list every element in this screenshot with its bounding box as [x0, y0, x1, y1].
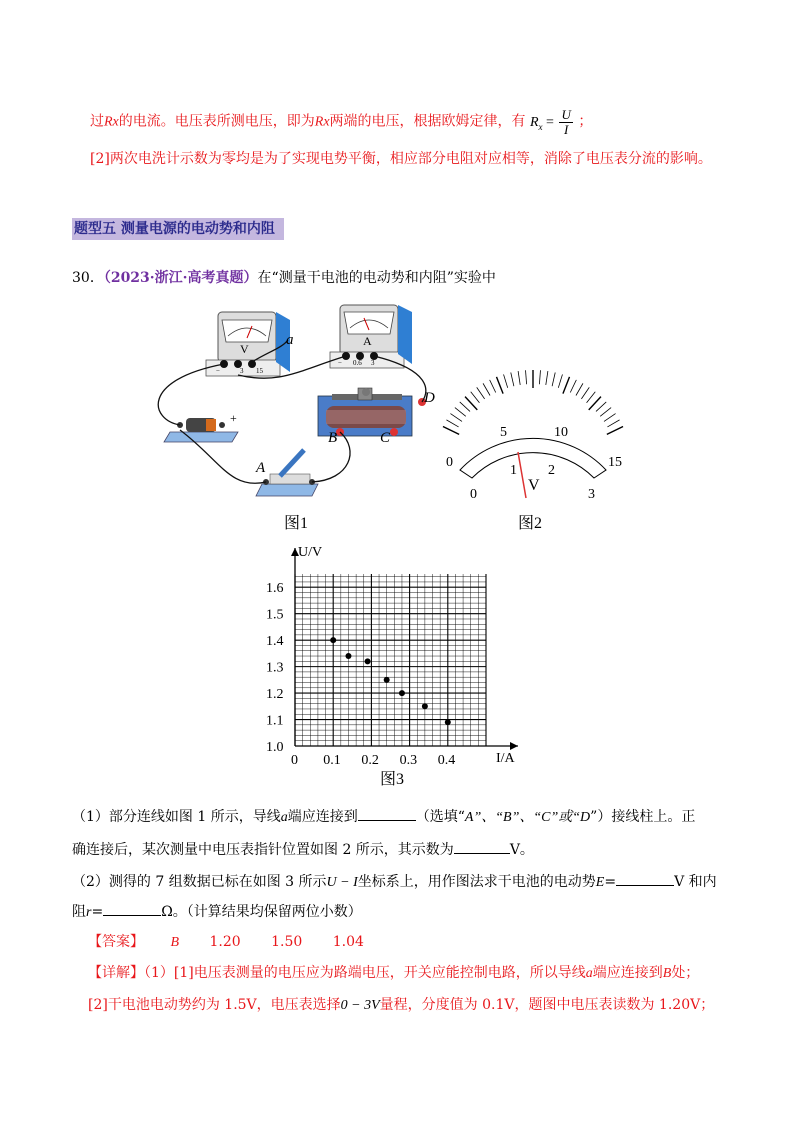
scale-tick: [563, 377, 570, 394]
y-axis-label: U/V: [298, 545, 323, 560]
figure1-caption: 图1: [284, 515, 309, 532]
voltmeter: [206, 312, 290, 376]
battery-plus: +: [230, 411, 237, 425]
inner-tick-label: 3: [588, 487, 595, 502]
y-tick-label: 1.4: [266, 634, 284, 650]
var-r: r: [86, 905, 92, 920]
var-ui: U − I: [326, 875, 358, 890]
scale-tick: [581, 387, 589, 399]
data-point: [445, 719, 451, 725]
formula-den: I: [563, 122, 569, 137]
data-point: [399, 690, 405, 696]
question-text: 在“测量干电池的电动势和内阻”实验中: [257, 270, 496, 286]
scale-ticks: [443, 370, 623, 434]
answer-line: [88, 932, 364, 953]
answer-value: 1.50: [271, 934, 303, 950]
y-tick-label: 1.6: [266, 581, 284, 597]
data-point: [345, 653, 351, 659]
scale-tick: [546, 371, 548, 385]
amp-mark: 0.6: [353, 359, 362, 367]
scale-tick: [471, 392, 480, 403]
chart-grid: [295, 574, 486, 746]
y-tick-label: 1.0: [266, 740, 284, 755]
scale-tick: [552, 373, 555, 387]
text: 两端的电压，根据欧姆定律，有: [329, 113, 526, 130]
outer-tick-label: 5: [500, 425, 507, 440]
pointer: [518, 452, 526, 498]
text: （选填“: [415, 809, 465, 825]
q2-line-1: [72, 872, 717, 893]
scale-tick: [589, 397, 601, 410]
y-tick-label: 1.1: [266, 713, 284, 729]
answer-blank-2[interactable]: [454, 841, 510, 854]
text: ”）接线柱上。正: [590, 809, 696, 825]
battery: [164, 411, 238, 442]
detail-line-1: [88, 963, 699, 984]
figure3-caption: 图3: [380, 771, 405, 788]
section-heading: 题型五 测量电源的电动势和内阻: [72, 218, 284, 240]
text: V 和内: [674, 874, 717, 890]
range: 0 − 3V: [340, 998, 380, 1013]
scale-tick: [558, 374, 562, 387]
intro-line-1: [90, 108, 592, 137]
figure-3-chart: [0, 540, 800, 790]
var-rx: Rx: [104, 114, 119, 130]
ammeter-label: A: [363, 334, 372, 348]
formula-fraction: [559, 108, 572, 137]
text: Ω。（计算结果均保留两位小数）: [161, 904, 362, 920]
scale-tick: [570, 380, 576, 393]
inner-tick-label: 2: [548, 463, 555, 478]
var-rx: Rx: [314, 114, 330, 130]
inner-tick-label: 1: [510, 463, 517, 478]
text: （1）[1]电压表测量的电压应为路端电压，开关应能控制电路，所以导线: [144, 965, 586, 981]
rheostat: [318, 388, 435, 446]
inner-tick-label: 0: [470, 487, 477, 502]
answer-blank-4[interactable]: [103, 903, 161, 916]
answer-label: 【答案】: [88, 934, 144, 950]
text: ；: [578, 113, 593, 130]
var-b: B: [662, 966, 672, 981]
scale-tick: [465, 397, 477, 410]
text: 过: [90, 113, 104, 130]
outer-tick-label: 0: [446, 455, 453, 470]
answer-blank-1[interactable]: [358, 808, 416, 821]
q1-line-2: [72, 840, 534, 860]
scale-tick: [497, 377, 504, 394]
question-source: （2023·浙江·高考真题）: [103, 270, 258, 286]
scale-tick: [504, 374, 508, 387]
outer-tick-label: 10: [554, 425, 568, 440]
terminal-b: B: [328, 430, 338, 446]
x-axis-label: I/A: [496, 751, 515, 766]
detail-line-2: [88, 995, 714, 1016]
scale-tick: [607, 427, 623, 435]
scale-tick: [450, 414, 462, 422]
x-tick-label: 0.3: [399, 753, 418, 768]
q2-line-2: [72, 902, 362, 923]
ohm-formula: [529, 107, 578, 137]
x-tick-label: 0.1: [323, 753, 341, 768]
scale-tick: [604, 414, 616, 422]
formula-r: R: [529, 114, 539, 130]
data-point: [422, 703, 428, 709]
q1-line-1: [72, 807, 695, 828]
voltmeter-label: V: [240, 342, 249, 356]
scale-tick: [455, 408, 466, 417]
ammeter: [330, 305, 412, 368]
text: 端应连接到: [287, 809, 358, 825]
text: V。: [509, 842, 534, 858]
scale-tick: [483, 383, 490, 395]
answer-blank-3[interactable]: [616, 873, 674, 886]
scale-tick: [596, 402, 606, 412]
scale-tick: [576, 383, 583, 395]
scale-tick: [511, 373, 514, 387]
formula-eq: =: [546, 114, 554, 130]
data-point: [384, 677, 390, 683]
x-tick-label: 0.2: [361, 753, 379, 768]
scale-tick: [446, 420, 458, 427]
data-point: [330, 637, 336, 643]
text: （2）测得的 7 组数据已标在如图 3 所示: [72, 874, 327, 890]
terminal-a: A: [256, 460, 266, 476]
data-point: [365, 658, 371, 664]
wire-a-label: a: [286, 332, 294, 348]
var-e: E: [595, 875, 605, 890]
y-tick-label: 1.2: [266, 687, 284, 703]
answer-value: 1.04: [332, 934, 364, 950]
scale-tick: [460, 402, 470, 412]
y-tick-label: 1.5: [266, 607, 284, 623]
scale-tick: [526, 370, 527, 384]
scale-tick: [490, 380, 496, 393]
outer-tick-label: 15: [608, 455, 622, 470]
meter-scale: [443, 370, 623, 502]
scale-tick: [607, 420, 619, 427]
scale-tick: [600, 408, 611, 417]
var-a: a: [280, 810, 288, 825]
amp-mark: −: [338, 359, 342, 367]
volt-mark: 3: [240, 367, 244, 375]
figure2-caption: 图2: [518, 515, 543, 532]
options: A”、“B”、“C”或“D: [464, 810, 591, 825]
switch: [255, 450, 318, 496]
formula-num: U: [561, 107, 571, 122]
scale-tick: [443, 427, 459, 435]
var-a: a: [585, 966, 593, 981]
x-axis-arrow: [510, 742, 518, 750]
scale-tick: [518, 371, 520, 385]
question-number: 30．: [72, 270, 104, 286]
question-stem: [72, 268, 496, 288]
detail-label: 【详解】: [88, 965, 144, 981]
terminal-d: D: [424, 390, 435, 406]
meter-unit: V: [528, 477, 540, 494]
x-tick-label: 0.4: [437, 753, 456, 768]
text: =: [604, 874, 617, 890]
answer-value: B: [170, 935, 180, 950]
formula-sub: x: [538, 121, 543, 132]
scale-tick: [539, 370, 540, 384]
text: （1）部分连线如图 1 所示，导线: [72, 809, 281, 825]
text: 确连接后，某次测量中电压表指针位置如图 2 所示，其示数为: [72, 842, 454, 858]
text: 坐标系上，用作图法求干电池的电动势: [357, 874, 596, 890]
volt-mark: −: [216, 367, 220, 375]
terminal-c: C: [380, 430, 391, 446]
figure-1-2: [0, 290, 800, 550]
scale-tick: [477, 387, 485, 399]
x-tick-label: 0: [291, 753, 298, 768]
text: 处；: [671, 965, 700, 981]
text: 的电流。电压表所测电压，即为: [118, 113, 315, 130]
y-tick-label: 1.3: [266, 660, 284, 676]
intro-line-2: [2]两次电洗计示数为零均是为了实现电势平衡，相应部分电阻对应相等，消除了电压表分流的影响。: [90, 151, 712, 167]
answer-value: 1.20: [209, 934, 241, 950]
text: [2]干电池电动势约为 1.5V，电压表选择: [88, 997, 341, 1013]
volt-mark: 15: [256, 367, 263, 375]
text: 量程，分度值为 0.1V，题图中电压表读数为 1.20V；: [379, 997, 715, 1013]
scale-tick: [587, 392, 596, 403]
text: =: [91, 904, 104, 920]
amp-mark: 3: [371, 359, 375, 367]
text: 端应连接到: [592, 965, 663, 981]
text: 阻: [72, 904, 86, 920]
